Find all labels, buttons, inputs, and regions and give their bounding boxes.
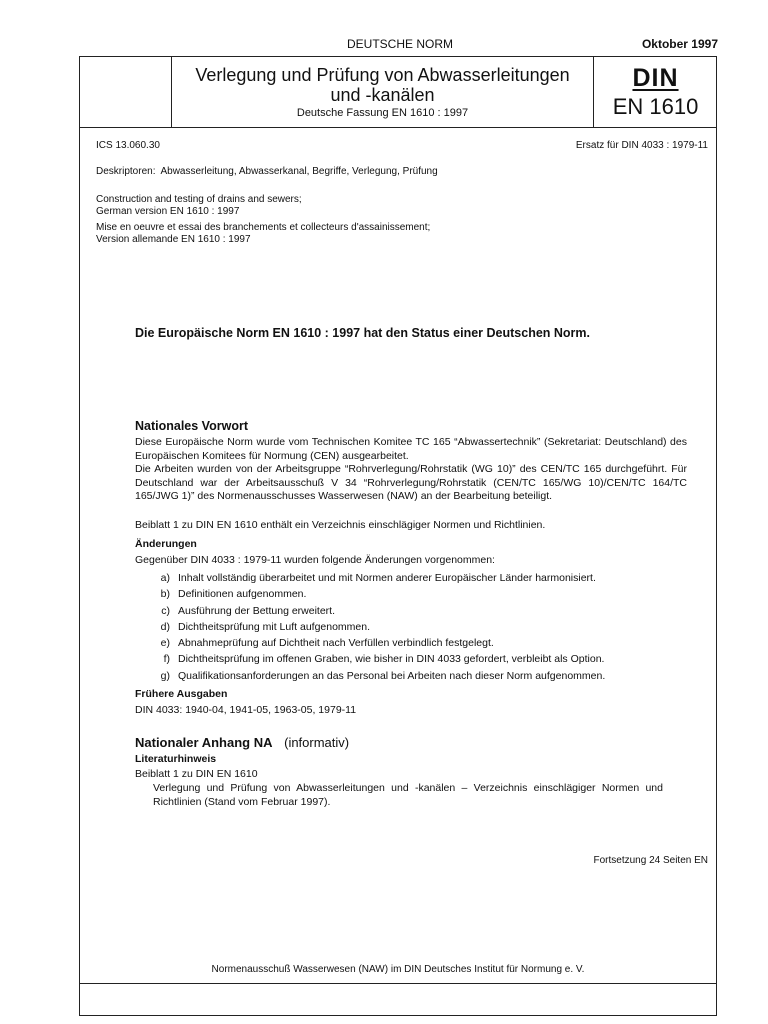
list-item-label: f) [163,653,170,666]
national-foreword-heading: Nationales Vorwort [135,419,248,433]
status-statement: Die Europäische Norm EN 1610 : 1997 hat den Status einer Deutschen Norm. [135,326,591,340]
norm-type-label: DEUTSCHE NORM [346,37,453,51]
title-line-1: Verlegung und Prüfung von Abwasserleitungen [195,65,570,85]
descriptors: Deskriptoren: Abwasserleitung, Abwasserkanal, Begriffe, Verlegung, Prüfung [96,166,438,177]
list-item-label: e) [160,637,170,650]
replaces-note: Ersatz für DIN 4033 : 1979-11 [575,140,708,151]
title-subtitle: Deutsche Fassung EN 1610 : 1997 [296,107,469,119]
footer-rule [79,983,717,984]
annex-heading: Nationaler Anhang NA [135,735,273,750]
list-item-text: Qualifikationsanforderungen an das Personal bei Arbeiten nach dieser Norm aufgenommen. [178,669,606,682]
literature-ref-title: Beiblatt 1 zu DIN EN 1610 [135,768,258,780]
list-item-text: Ausführung der Bettung erweitert. [178,604,336,617]
publication-date: Oktober 1997 [641,37,718,51]
title-block-bottom-rule [79,127,717,128]
national-foreword-para-1: Diese Europäische Norm wurde vom Technischen Komitee TC 165 “Abwassertechnik” (Sekretariat: Deutschland) des Europäischen Komitees für Normung (CEN) ausgearbeitet. [135,436,687,462]
list-item [150,636,710,652]
list-item-text: Inhalt vollständig überarbeitet und mit Normen anderer Europäischer Länder harmonisiert. [178,572,596,584]
list-item-label: a) [160,572,170,584]
title-line-2: und -kanälen [330,85,435,105]
annex-heading-note: (informativ) [284,735,350,750]
list-item-label: b) [160,588,170,601]
list-item-text: Definitionen aufgenommen. [178,588,307,601]
list-item [150,587,710,603]
changes-heading: Änderungen [135,538,197,550]
ics-code: ICS 13.060.30 [96,140,160,151]
list-item-text: Abnahmeprüfung auf Dichtheit nach Verfüllen verbindlich festgelegt. [178,637,494,650]
changes-intro: Gegenüber DIN 4033 : 1979-11 wurden folgende Änderungen vorgenommen: [135,554,495,566]
changes-list [150,571,710,685]
translation-title-fr-2: Version allemande EN 1610 : 1997 [96,234,251,245]
list-item [150,669,710,685]
annex-heading-row [135,735,349,750]
list-item-text: Dichtheitsprüfung im offenen Graben, wie bisher in DIN 4033 gefordert, verbleibt als Option. [178,653,605,666]
list-item-text: Dichtheitsprüfung mit Luft aufgenommen. [178,620,371,633]
din-logo: DIN [632,64,679,92]
list-item-label: c) [161,604,170,617]
national-foreword-para-3: Beiblatt 1 zu DIN EN 1610 enthält ein Verzeichnis einschlägiger Normen und Richtlinien. [135,519,546,531]
national-foreword-para-2: Die Arbeiten wurden von der Arbeitsgruppe “Rohrverlegung/Rohrstatik (WG 10)” des CEN/TC 165 durchgeführt. Für Deutschland war der Arbeitsausschuß V 34 “Rohrverlegung/Rohrstatik (CEN/TC 165/WG 10)/CEN/TC 164/TC 165/JWG 1)” des Normenausschusses Wasserwesen (NAW) an der Bearbeitung beteiligt. [135,463,687,502]
list-item-label: g) [160,669,170,682]
earlier-editions-text: DIN 4033: 1940-04, 1941-05, 1963-05, 1979-11 [135,704,357,716]
literature-ref-text: Verlegung und Prüfung von Abwasserleitungen und -kanälen – Verzeichnis einschlägiger Normen und Richtlinien (Stand vom Februar 1997). [153,782,663,808]
list-item [150,571,710,587]
list-item [150,620,710,636]
translation-title-en-2: German version EN 1610 : 1997 [96,206,240,217]
translation-title-en-1: Construction and testing of drains and sewers; [96,194,302,205]
list-item-label: d) [160,620,170,633]
continuation-note: Fortsetzung 24 Seiten EN [593,855,708,866]
publisher-line: Normenausschuß Wasserwesen (NAW) im DIN Deutsches Institut für Normung e. V. [211,964,585,975]
earlier-editions-heading: Frühere Ausgaben [135,688,228,700]
literature-heading: Literaturhinweis [135,753,217,765]
norm-number: EN 1610 [612,94,699,119]
list-item [150,652,710,668]
list-item [150,604,710,620]
translation-title-fr-1: Mise en oeuvre et essai des branchements et collecteurs d'assainissement; [96,222,431,233]
